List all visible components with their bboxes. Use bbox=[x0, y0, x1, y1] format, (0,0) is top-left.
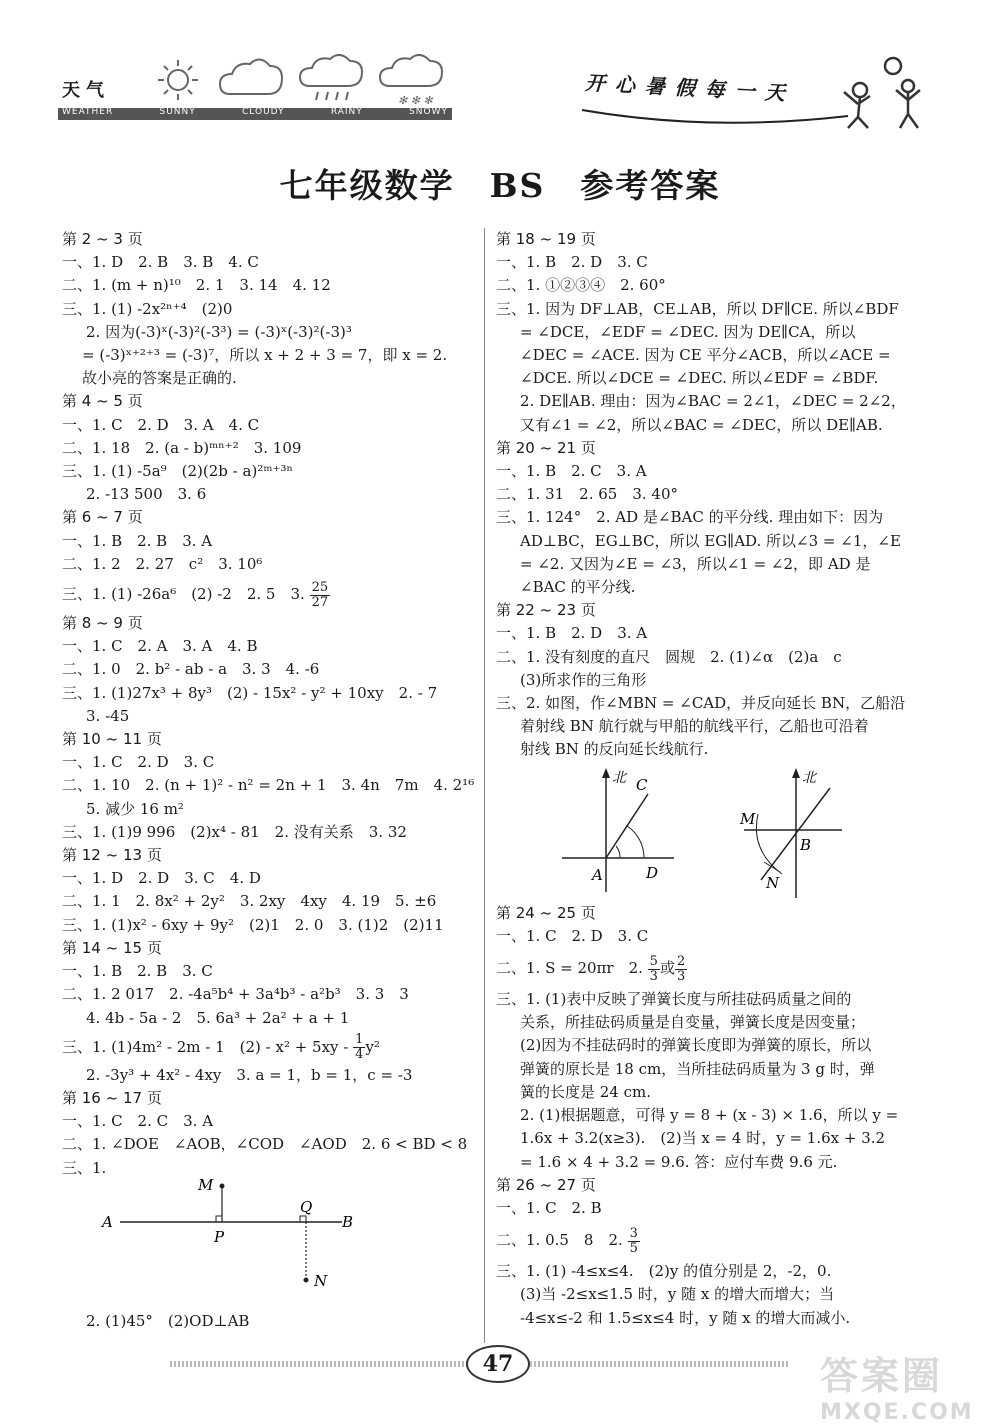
answer-line: 一、1. B 2. C 3. A bbox=[496, 462, 647, 481]
answer-line: 三、2. 如图，作∠MBN = ∠CAD，并反向延长 BN，乙船沿 bbox=[496, 694, 906, 713]
point-label: B bbox=[342, 1212, 354, 1231]
answer-line: 一、1. B 2. D 3. A bbox=[496, 624, 648, 643]
fraction-denominator: 4 bbox=[355, 1047, 364, 1063]
fraction-numerator: 1 bbox=[355, 1032, 364, 1048]
fraction-denominator: 5 bbox=[629, 1240, 638, 1256]
answer-line: 关系，所挂砝码质量是自变量，弹簧长度是因变量； bbox=[520, 1013, 866, 1032]
fraction bbox=[648, 955, 660, 984]
answer-line: 二、1. 没有刻度的直尺 圆规 2. (1)∠α (2)a c bbox=[496, 647, 842, 666]
left-column bbox=[62, 228, 482, 1333]
answer-line: = 1.6 × 4 + 3.2 = 9.6. 答：应付车费 9.6 元. bbox=[520, 1152, 838, 1171]
svg-text:✻ ✻ ✻: ✻ ✻ ✻ bbox=[398, 94, 433, 107]
figure-perpendicular bbox=[62, 1175, 482, 1310]
strip-label: WEATHER bbox=[62, 107, 114, 117]
point-label: B bbox=[800, 835, 812, 854]
weather-label: 天气 bbox=[62, 80, 110, 101]
answer-line: 2. -13 500 3. 6 bbox=[86, 485, 207, 504]
answer-line: 三、1. (1) -5a⁹ (2)(2b - a)²ᵐ⁺³ⁿ bbox=[62, 462, 293, 481]
section-heading: 第 14 ~ 15 页 bbox=[62, 938, 162, 957]
fraction bbox=[675, 955, 687, 984]
answer-line: AD⊥BC，EG⊥BC，所以 EG∥AD. 所以∠3 = ∠1，∠E bbox=[520, 531, 901, 550]
answer-line: 三、1. (1) -2x²ⁿ⁺⁴ (2)0 bbox=[62, 299, 233, 318]
answer-line: 二、1. 31 2. 65 3. 40° bbox=[496, 485, 678, 504]
answer-text: 三、1. (1)4m² - 2m - 1 (2) - x² + 5xy - bbox=[62, 1037, 349, 1056]
answer-line: 二、1. 18 2. (a - b)ᵐⁿ⁺² 3. 109 bbox=[62, 438, 302, 457]
watermark-url: MXQE.COM bbox=[820, 1400, 974, 1425]
answer-line: 射线 BN 的反向延长线航行. bbox=[520, 740, 709, 759]
point-label: 北 bbox=[612, 769, 626, 786]
answer-line: 2. (1)45° (2)OD⊥AB bbox=[86, 1311, 250, 1330]
answer-line: ∠DCE. 所以∠DCE = ∠DEC. 所以∠EDF = ∠BDF. bbox=[520, 369, 879, 388]
answer-line bbox=[62, 576, 482, 612]
answer-text: y² bbox=[365, 1037, 380, 1056]
answer-line: 二、1. 2 2. 27 c² 3. 10⁶ bbox=[62, 554, 263, 573]
fraction-numerator: 25 bbox=[311, 579, 329, 595]
answer-line: 一、1. B 2. B 3. C bbox=[62, 962, 213, 981]
strip-label: SNOWY bbox=[409, 107, 448, 117]
answer-line: 一、1. B 2. B 3. A bbox=[62, 531, 213, 550]
fraction-denominator: 3 bbox=[649, 968, 658, 984]
strip-label: RAINY bbox=[330, 107, 363, 117]
section-heading: 第 24 ~ 25 页 bbox=[496, 903, 596, 922]
point-label: N bbox=[314, 1271, 328, 1290]
ship-route-diagram bbox=[496, 762, 936, 902]
weather-icons bbox=[150, 54, 450, 108]
answer-line: 三、1. (1)9 996 (2)x⁴ - 81 2. 没有关系 3. 32 bbox=[62, 822, 407, 841]
answer-text: 三、1. (1) -26a⁶ (2) -2 2. 5 3. bbox=[62, 585, 305, 604]
cloud-icon bbox=[220, 59, 282, 94]
section-heading: 第 22 ~ 23 页 bbox=[496, 601, 596, 620]
fraction bbox=[628, 1227, 640, 1256]
section-heading: 第 4 ~ 5 页 bbox=[62, 392, 143, 411]
fraction-numerator: 5 bbox=[649, 953, 658, 969]
answer-line: 二、1. ∠DOE ∠AOB，∠COD ∠AOD 2. 6 < BD < 8 bbox=[62, 1135, 468, 1154]
sun-icon bbox=[158, 60, 198, 100]
answer-line: 二、1. 10 2. (n + 1)² - n² = 2n + 1 3. 4n 7m 4. 2¹⁶ bbox=[62, 776, 475, 795]
section-heading: 第 10 ~ 11 页 bbox=[62, 730, 162, 749]
point-label: D bbox=[646, 863, 659, 882]
fraction bbox=[310, 581, 331, 610]
point-label: N bbox=[766, 873, 780, 892]
answer-line: 三、1. 124° 2. AD 是∠BAC 的平分线. 理由如下：因为 bbox=[496, 508, 884, 527]
point-label: P bbox=[214, 1227, 225, 1246]
answer-line: 二、1. (m + n)¹⁰ 2. 1 3. 14 4. 12 bbox=[62, 276, 331, 295]
answer-line: 4. 4b - 5a - 2 5. 6a³ + 2a² + a + 1 bbox=[86, 1008, 350, 1027]
answer-line: 一、1. B 2. D 3. C bbox=[496, 253, 648, 272]
point-label: 北 bbox=[802, 769, 816, 786]
answer-text: 二、1. S = 20πr 2. bbox=[496, 959, 643, 978]
answer-line: (2)因为不挂砝码时的弹簧长度即为弹簧的原长，所以 bbox=[520, 1036, 872, 1055]
answer-line: 三、1. (1)27x³ + 8y³ (2) - 15x² - y² + 10xy 2. - 7 bbox=[62, 683, 438, 702]
answer-line: 二、1. 1 2. 8x² + 2y² 3. 2xy 4xy 4. 19 5. ±6 bbox=[62, 892, 437, 911]
section-heading: 第 20 ~ 21 页 bbox=[496, 438, 596, 457]
page-number: 47 bbox=[466, 1345, 530, 1383]
answer-line: 着射线 BN 航行就与甲船的航线平行，乙船也可沿着 bbox=[520, 717, 869, 736]
watermark bbox=[820, 1345, 974, 1425]
fraction-denominator: 3 bbox=[676, 968, 686, 984]
page-title: 七年级数学 BS 参考答案 bbox=[279, 166, 721, 205]
answer-line: ∠BAC 的平分线. bbox=[520, 578, 636, 597]
answer-line: -4≤x≤-2 和 1.5≤x≤4 时，y 随 x 的增大而减小. bbox=[520, 1308, 851, 1327]
answer-line: 2. 因为(-3)ˣ(-3)²(-3³) = (-3)ˣ(-3)²(-3)³ bbox=[86, 322, 352, 341]
section-heading: 第 18 ~ 19 页 bbox=[496, 230, 596, 248]
answer-line: = (-3)ˣ⁺²⁺³ = (-3)⁷，所以 x + 2 + 3 = 7，即 x = 2. bbox=[82, 346, 448, 365]
point-label: C bbox=[636, 775, 648, 794]
answer-line: 三、1. 因为 DF⊥AB，CE⊥AB，所以 DF∥CE. 所以∠BDF bbox=[496, 299, 899, 318]
point-label: A bbox=[592, 865, 603, 884]
kids-icon bbox=[838, 52, 928, 132]
fraction-numerator: 3 bbox=[629, 1225, 638, 1241]
answer-text: 或 bbox=[659, 959, 675, 978]
answer-line: 一、1. D 2. D 3. C 4. D bbox=[62, 869, 261, 888]
section-heading: 第 6 ~ 7 页 bbox=[62, 508, 143, 527]
answer-line: 一、1. C 2. B bbox=[496, 1198, 602, 1217]
answer-line: = ∠DCE，∠EDF = ∠DEC. 因为 DE∥CA，所以 bbox=[520, 322, 856, 341]
answer-line: (3)所求作的三角形 bbox=[520, 670, 647, 689]
rain-cloud-icon bbox=[300, 55, 362, 100]
weather-strip-labels bbox=[62, 107, 448, 117]
answer-line: 二、1. 2 017 2. -4a⁵b⁴ + 3a⁴b³ - a²b³ 3. 3 3 bbox=[62, 985, 409, 1004]
answer-line: 三、1. (1)表中反映了弹簧长度与所挂砝码质量之间的 bbox=[496, 990, 852, 1009]
point-label: M bbox=[198, 1175, 214, 1194]
answer-line: 一、1. C 2. C 3. A bbox=[62, 1112, 214, 1131]
answer-line: 一、1. C 2. D 3. C bbox=[62, 753, 215, 772]
answer-line: (3)当 -2≤x≤1.5 时，y 随 x 的增大而增大；当 bbox=[520, 1285, 835, 1304]
answer-line: 2. -3y³ + 4x² - 4xy 3. a = 1，b = 1，c = -3 bbox=[86, 1065, 413, 1084]
perpendicular-diagram bbox=[92, 1176, 392, 1306]
answer-line: = ∠2. 又因为∠E = ∠3，所以∠1 = ∠2，即 AD 是 bbox=[520, 554, 871, 573]
answer-line: 一、1. C 2. D 3. C bbox=[496, 926, 649, 945]
answer-line: 一、1. C 2. D 3. A 4. C bbox=[62, 415, 260, 434]
answer-line: 簧的长度是 24 cm. bbox=[520, 1082, 652, 1101]
answer-line: 3. -45 bbox=[86, 706, 130, 725]
answer-text: 二、1. 0.5 8 2. bbox=[496, 1231, 623, 1250]
watermark-text: 答案圈 bbox=[820, 1354, 944, 1398]
right-column bbox=[496, 228, 936, 1330]
banner-underline bbox=[580, 106, 850, 128]
answer-line: 二、1. ①②③④ 2. 60° bbox=[496, 276, 666, 295]
answer-line: 二、1. 0 2. b² - ab - a 3. 3 4. -6 bbox=[62, 660, 320, 679]
snow-cloud-icon bbox=[380, 55, 442, 107]
section-heading: 第 12 ~ 13 页 bbox=[62, 846, 162, 865]
answer-line: 一、1. C 2. A 3. A 4. B bbox=[62, 637, 258, 656]
fraction-numerator: 2 bbox=[676, 953, 686, 969]
answer-line bbox=[496, 1220, 936, 1260]
answer-line: ∠DEC = ∠ACE. 因为 CE 平分∠ACB，所以∠ACE = bbox=[520, 346, 891, 365]
figure-ships bbox=[496, 762, 936, 902]
fraction bbox=[353, 1033, 365, 1062]
fraction-denominator: 27 bbox=[311, 594, 329, 610]
strip-label: CLOUDY bbox=[242, 107, 285, 117]
summer-banner: 开心暑假每一天 bbox=[584, 70, 796, 106]
section-heading: 第 2 ~ 3 页 bbox=[62, 230, 143, 248]
answer-line: 三、1. (1) -4≤x≤4. (2)y 的值分别是 2，-2，0. bbox=[496, 1262, 832, 1281]
column-divider bbox=[484, 228, 485, 1343]
strip-label: SUNNY bbox=[159, 107, 196, 117]
answer-line bbox=[62, 1030, 482, 1064]
point-label: A bbox=[102, 1212, 113, 1231]
answer-line: 2. DE∥AB. 理由：因为∠BAC = 2∠1，∠DEC = 2∠2， bbox=[520, 392, 906, 411]
section-heading: 第 8 ~ 9 页 bbox=[62, 614, 143, 633]
answer-line: 又有∠1 = ∠2，所以∠BAC = ∠DEC，所以 DE∥AB. bbox=[520, 415, 883, 434]
answer-line: 2. (1)根据题意，可得 y = 8 + (x - 3) × 1.6，所以 y = bbox=[520, 1106, 899, 1125]
answer-line: 三、1. bbox=[62, 1158, 107, 1177]
answer-line: 一、1. D 2. B 3. B 4. C bbox=[62, 253, 259, 272]
answer-line bbox=[496, 948, 936, 988]
answer-line: 三、1. (1)x² - 6xy + 9y² (2)1 2. 0 3. (1)2 (2)11 bbox=[62, 915, 444, 934]
point-label: M bbox=[740, 809, 756, 828]
answer-line: 弹簧的原长是 18 cm，当所挂砝码质量为 3 g 时，弹 bbox=[520, 1059, 875, 1078]
answer-line: 1.6x + 3.2(x≥3). (2)当 x = 4 时，y = 1.6x + 3.2 bbox=[520, 1129, 886, 1148]
point-label: Q bbox=[300, 1197, 313, 1216]
answer-line: 5. 减少 16 m² bbox=[86, 799, 184, 818]
section-heading: 第 16 ~ 17 页 bbox=[62, 1088, 162, 1107]
answer-line: 故小亮的答案是正确的. bbox=[82, 369, 237, 388]
section-heading: 第 26 ~ 27 页 bbox=[496, 1175, 596, 1194]
